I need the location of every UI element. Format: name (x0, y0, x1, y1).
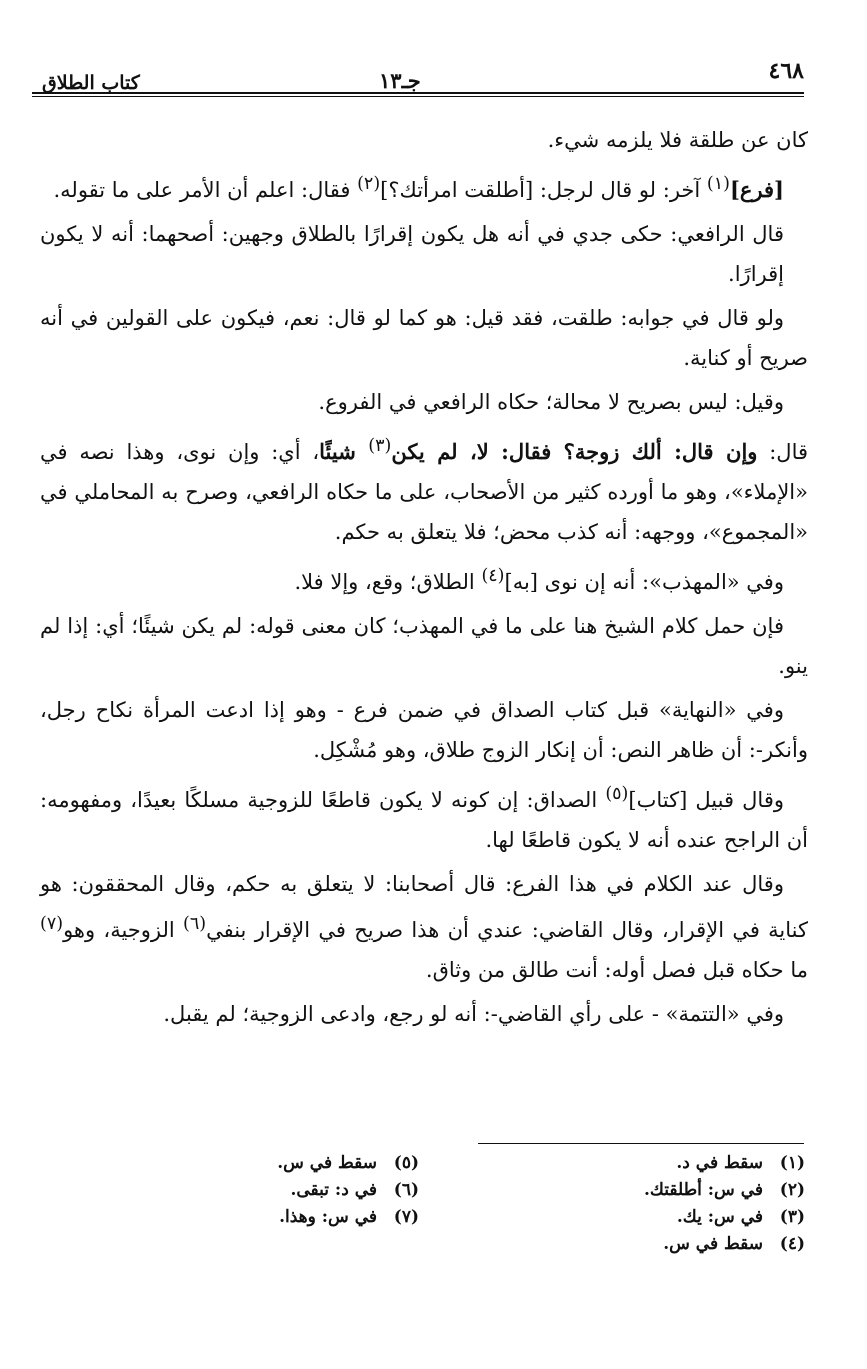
paragraph-2-text-a: آخر: لو قال لرجل: [أطلقت امرأتك؟] (380, 178, 707, 202)
paragraph-11-text-b: الزوجية، وهو (63, 918, 184, 942)
paragraph-10 (40, 774, 808, 860)
footnote-number: (٣) (779, 1207, 805, 1227)
footnote-ref-2: (٢) (357, 174, 381, 194)
footnote-6 (159, 1177, 419, 1204)
footnote-number: (٤) (779, 1234, 805, 1254)
footnote-ref-4: (٤) (481, 566, 505, 586)
matn-quote-end: شيئًا (319, 439, 369, 464)
paragraph-12 (40, 994, 808, 1034)
paragraph-11-text-a: وقال عند الكلام في هذا الفرع: قال أصحابنا: لا يتعلق به حكم، وقال المحققون: هو كناية في الإقرار، وقال القاضي: عندي أن هذا صريح في الإقرار بنفي (40, 872, 808, 942)
book-title: كتاب الطلاق (42, 72, 140, 94)
header-rule-thick (32, 92, 804, 94)
footnote-rule (478, 1143, 804, 1144)
paragraph-9-text: وفي «النهاية» قبل كتاب الصداق في ضمن فرع - وهو إذا ادعت المرأة نكاح رجل، وأنكر-: أن ظاهر النص: أن إنكار الزوج طلاق، وهو مُشْكِل. (40, 698, 808, 762)
paragraph-3 (40, 214, 808, 294)
footnote-number: (٦) (393, 1180, 419, 1200)
paragraph-2 (40, 164, 808, 210)
footnote-ref-7: (٧) (40, 914, 64, 934)
paragraph-1 (40, 120, 808, 160)
footnotes-column-left (159, 1150, 419, 1231)
paragraph-5-text: وقيل: ليس بصريح لا محالة؛ حكاه الرافعي في الفروع. (318, 390, 784, 414)
paragraph-8-text: فإن حمل كلام الشيخ هنا على ما في المهذب؛ كان معنى قوله: لم يكن شيئًا؛ أي: إذا لم ينو. (40, 614, 808, 678)
footnote-3 (505, 1204, 805, 1231)
footnote-number: (٧) (393, 1207, 419, 1227)
volume-label: جـ١٣ (379, 68, 421, 93)
footnote-text: سقط في س. (663, 1234, 763, 1254)
footnote-text: في س: وهذا. (279, 1207, 377, 1227)
footnote-text: في س: أطلقتك. (643, 1180, 763, 1200)
paragraph-9 (40, 690, 808, 770)
matn-quote: وإن قال: ألك زوجة؟ فقال: لا، لم يكن (391, 439, 758, 464)
paragraph-4-text: ولو قال في جوابه: طلقت، فقد قيل: هو كما لو قال: نعم، فيكون على القولين في أنه صريح أو كناية. (40, 306, 808, 370)
paragraph-5 (40, 382, 808, 422)
paragraph-4 (40, 298, 808, 378)
page-number: ٤٦٨ (768, 58, 804, 84)
paragraph-7 (40, 556, 808, 602)
paragraph-11-text-c: ما حكاه قبل فصل أوله: أنت طالق من وثاق. (425, 958, 808, 982)
footnote-number: (٢) (779, 1180, 805, 1200)
footnote-2 (505, 1177, 805, 1204)
footnote-text: سقط في س. (277, 1153, 377, 1173)
header-rule-thin (32, 96, 804, 97)
footnote-ref-6: (٦) (183, 914, 207, 934)
paragraph-11 (40, 864, 808, 990)
main-text (40, 120, 808, 1038)
paragraph-6 (40, 426, 808, 552)
paragraph-6-text: ، أي: وإن نوى، وهذا نصه في «الإملاء»، وهو ما أورده كثير من الأصحاب، على ما حكاه الرافعي، وصرح به المحاملي في «المجموع»، ووجهه: أنه كذب محض؛ فلا يتعلق به حكم. (40, 440, 808, 544)
footnote-ref-1: (١) (706, 174, 730, 194)
footnote-ref-3: (٣) (368, 436, 392, 456)
paragraph-7-text-b: الطلاق؛ وقع، وإلا فلا. (294, 570, 482, 594)
far-label: [فرع] (729, 177, 784, 202)
paragraph-10-text-b: الصداق: إن كونه لا يكون قاطعًا للزوجية مسلكًا بعيدًا، ومفهومه: أن الراجح عنده أنه لا يكون قاطعًا لها. (40, 788, 808, 852)
footnote-1 (505, 1150, 805, 1177)
paragraph-2-text-b: فقال: اعلم أن الأمر على ما تقوله. (53, 178, 358, 202)
paragraph-7-text-a: وفي «المهذب»: أنه إن نوى [به] (504, 570, 784, 594)
footnote-5 (159, 1150, 419, 1177)
paragraph-8 (40, 606, 808, 686)
paragraph-1-text: كان عن طلقة فلا يلزمه شيء. (547, 128, 808, 152)
footnote-number: (١) (779, 1153, 805, 1173)
footnote-7 (159, 1204, 419, 1231)
footnote-4 (505, 1231, 805, 1258)
footnote-text: سقط في د. (676, 1153, 763, 1173)
footnotes-column-right (505, 1150, 805, 1258)
footnote-number: (٥) (393, 1153, 419, 1173)
footnote-text: في د: تبقى. (290, 1180, 377, 1200)
paragraph-12-text: وفي «التتمة» - على رأي القاضي-: أنه لو رجع، وادعى الزوجية؛ لم يقبل. (163, 1002, 784, 1026)
footnote-text: في س: يك. (676, 1207, 763, 1227)
paragraph-10-text-a: وقال قبيل [كتاب] (628, 788, 784, 812)
paragraph-6-lead: قال: (757, 440, 809, 464)
footnote-ref-5: (٥) (605, 784, 629, 804)
paragraph-3-text: قال الرافعي: حكى جدي في أنه هل يكون إقرارًا بالطلاق وجهين: أصحهما: أنه لا يكون إقرارًا. (40, 222, 784, 286)
running-header (34, 58, 804, 94)
